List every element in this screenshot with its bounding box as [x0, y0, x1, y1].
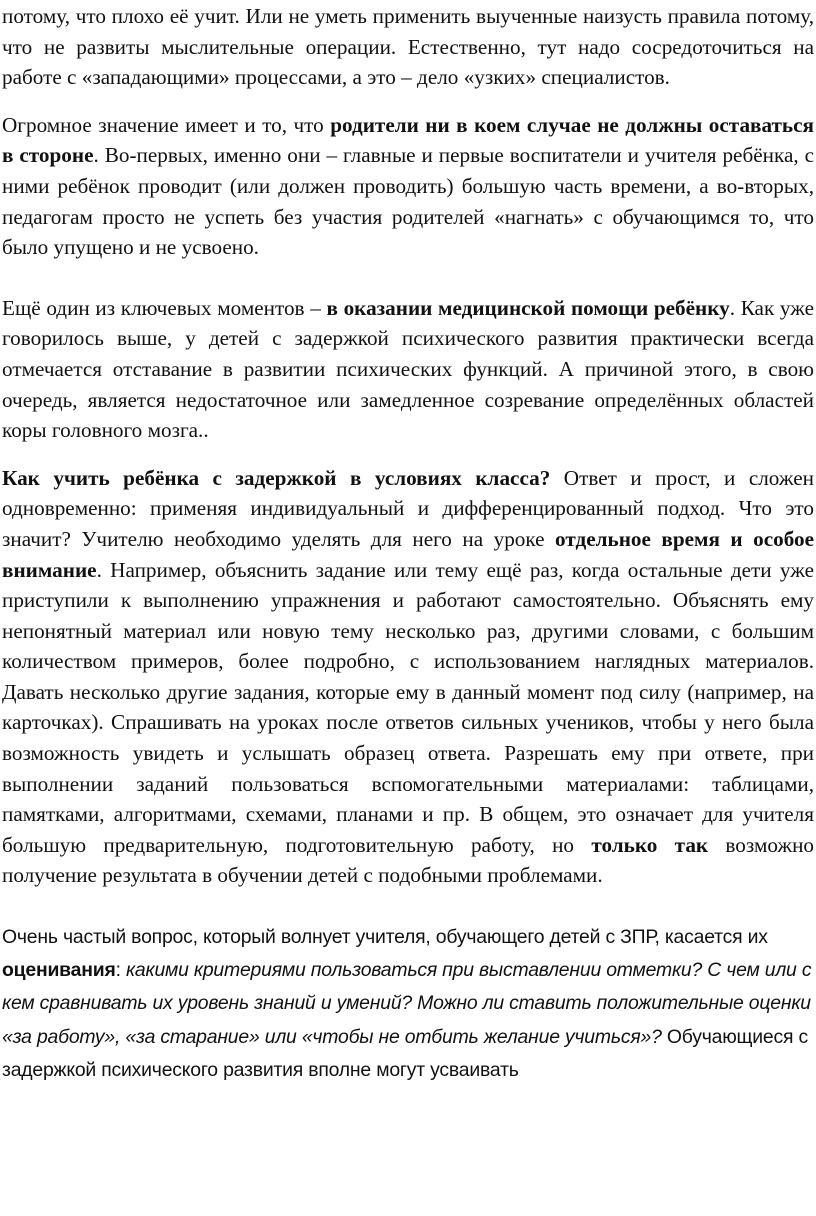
paragraph-lead: Огромное значение имеет и то, что [2, 112, 331, 137]
bold-question: Как учить ребёнка с задержкой в условиях класса? [2, 465, 551, 490]
paragraph-intro-continuation [2, 1, 814, 93]
paragraph-assessment [2, 921, 814, 1087]
paragraph-rest: Обучающиеся с задержкой психического развития вполне могут усваивать [2, 1025, 808, 1081]
bold-emphasis-time: отдельное время и особое внимание [2, 526, 815, 582]
paragraph-lead: Очень частый вопрос, который волнует учителя, обучающего детей с ЗПР, касается их [2, 926, 768, 949]
paragraph-medical-help [2, 293, 814, 446]
paragraph-teaching-approach [2, 463, 814, 891]
paragraph-rest: . Во-первых, именно они – главные и первые воспитатели и учителя ребёнка, с ними ребёнок проводит (или должен проводить) большую часть времени, а во-вторых, педагогам просто не успеть без участия родителей «нагнать» с обучающимся то, что было упущено и не усвоено. [2, 143, 814, 260]
bold-emphasis: оценивания [2, 959, 116, 982]
paragraph-rest: . Как уже говорилось выше, у детей с задержкой психического развития практически всегда отмечается отставание в развитии психических функций. А причиной этого, в свою очередь, является недостаточное или замедленное созревание определённых областей коры головного мозга.. [2, 295, 814, 443]
bold-emphasis: родители ни в коем случае не должны оставаться в стороне [2, 112, 815, 168]
bold-emphasis: в оказании медицинской помощи ребёнку [326, 295, 730, 320]
paragraph-part-3: возможно получение результата в обучении детей с подобными проблемами. [2, 832, 814, 888]
paragraph-part-1: Ответ и прост, и сложен одновременно: применяя индивидуальный и дифференцированный подход. Что это значит? Учителю необходимо уделять для него на уроке [2, 465, 814, 551]
colon: : [115, 959, 126, 982]
paragraph-text: потому, что плохо её учит. Или не уметь применить выученные наизусть правила потому, что не развиты мыслительные операции. Естественно, тут надо сосредоточиться на работе с «западающими» процессами, а это – дело «узких» специалистов. [2, 4, 814, 90]
italic-questions: какими критериями пользоваться при выставлении отметки? С чем или с кем сравнивать их уровень знаний и умений? Можно ли ставить положительные оценки «за работу», «за старание» или «чтобы не отбить желание учиться»? [2, 959, 812, 1048]
bold-emphasis-only: только так [591, 832, 709, 857]
paragraph-parents-role [2, 110, 814, 263]
paragraph-lead: Ещё один из ключевых моментов – [2, 295, 327, 320]
paragraph-part-2: . Например, объяснить задание или тему ещё раз, когда остальные дети уже приступили к выполнению упражнения и работают самостоятельно. Объяснять ему непонятный материал или новую тему несколько раз, другими словами, с большим количеством примеров, более подробно, с использованием наглядных материалов. Давать несколько другие задания, которые ему в данный момент под силу (например, на карточках). Спрашивать на уроках после ответов сильных учеников, чтобы у него была возможность увидеть и услышать образец ответа. Разрешать ему при ответе, при выполнении заданий пользоваться вспомогательными материалами: таблицами, памятками, алгоритмами, схемами, планами и пр. В общем, это означает для учителя большую предварительную, подготовительную работу, но [2, 557, 814, 857]
